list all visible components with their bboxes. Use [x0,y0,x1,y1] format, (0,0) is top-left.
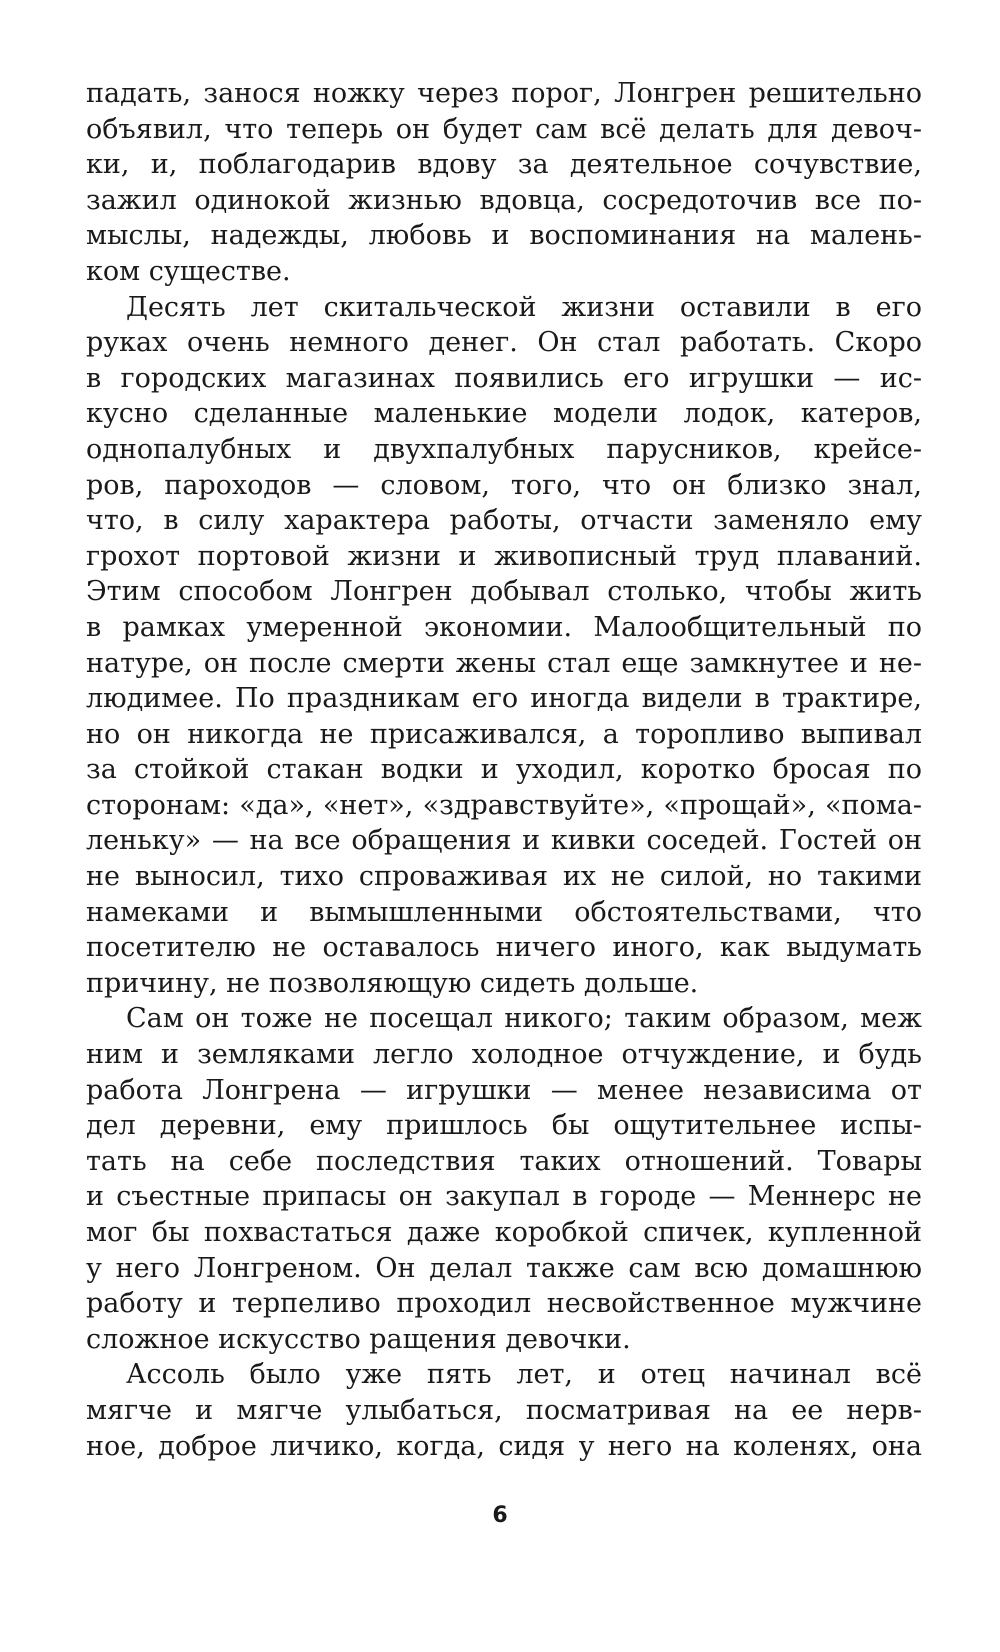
page-number: 6 [492,1503,508,1528]
text-line: ним и земляками легло холодное отчуждение, и будь [86,1039,922,1071]
text-line: у него Лонгреном. Он делал также сам всю домашнюю [86,1252,922,1284]
page-text [86,76,922,1464]
text-line: натуре, он после смерти жены стал еще замкнутее и не- [86,647,922,679]
text-line: Сам он тоже не посещал никого; таким образом, меж [126,1003,922,1035]
text-line: падать, занося ножку через порог, Лонгрен решительно [86,78,922,109]
text-line: мыслы, надежды, любовь и воспоминания на малень- [86,220,922,252]
text-line: леньку» — на все обращения и кивки соседей. Гостей он [86,825,922,857]
text-line: грохот портовой жизни и живописный труд плаваний. [86,540,922,572]
text-line: дел деревни, ему пришлось бы ощутительнее испы- [86,1110,922,1142]
text-line: в рамках умеренной экономии. Малообщительный по [86,611,922,643]
text-line: мог бы похвастаться даже коробкой спичек, купленной [86,1217,922,1248]
text-line: за стойкой стакан водки и уходил, коротко бросая по [86,754,922,786]
text-line: ком существе. [86,255,291,287]
text-line: и съестные припасы он закупал в городе — Меннерс не [86,1181,922,1213]
text-line: объявил, что теперь он будет сам всё делать для девоч- [86,113,922,145]
text-line: что, в силу характера работы, отчасти заменяло ему [86,505,922,537]
text-line: намеками и вымышленными обстоятельствами, что [86,896,922,928]
text-line: сторонам: «да», «нет», «здравствуйте», «прощай», «пома- [86,789,922,821]
text-line: Ассоль было уже пять лет, и отец начинал всё [126,1359,922,1391]
text-line: мягче и мягче улыбаться, посматривая на ее нерв- [86,1394,922,1426]
text-line: зажил одинокой жизнью вдовца, сосредоточив все по- [86,184,922,216]
text-line: тать на себе последствия таких отношений. Товары [86,1145,922,1177]
text-line: причину, не позволяющую сидеть дольше. [86,967,699,999]
text-line: ное, доброе личико, когда, сидя у него на коленях, она [86,1430,922,1462]
text-line: Этим способом Лонгрен добывал столько, чтобы жить [86,576,922,608]
text-line: руках очень немного денег. Он стал работать. Скоро [86,327,922,359]
text-line: сложное искусство ращения девочки. [86,1323,631,1355]
text-line: посетителю не оставалось ничего иного, как выдумать [86,932,922,964]
text-line: кусно сделанные маленькие модели лодок, катеров, [86,398,922,430]
text-line: ки, и, поблагодарив вдову за деятельное сочувствие, [86,149,922,181]
text-line: однопалубных и двухпалубных парусников, крейсе- [86,433,922,465]
text-line: не выносил, тихо спроваживая их не силой, но такими [86,861,922,893]
text-line: ров, пароходов — словом, того, что он близко знал, [86,469,922,501]
text-line: Десять лет скитальческой жизни оставили в его [126,291,922,323]
text-line: работа Лонгрена — игрушки — менее независима от [86,1074,922,1106]
text-line: но он никогда не присаживался, а торопливо выпивал [86,718,922,750]
text-line: людимее. По праздникам его иногда видели в трактире, [86,683,922,715]
text-line: в городских магазинах появились его игрушки — ис- [86,362,922,394]
text-line: работу и терпеливо проходил несвойственное мужчине [86,1288,922,1320]
